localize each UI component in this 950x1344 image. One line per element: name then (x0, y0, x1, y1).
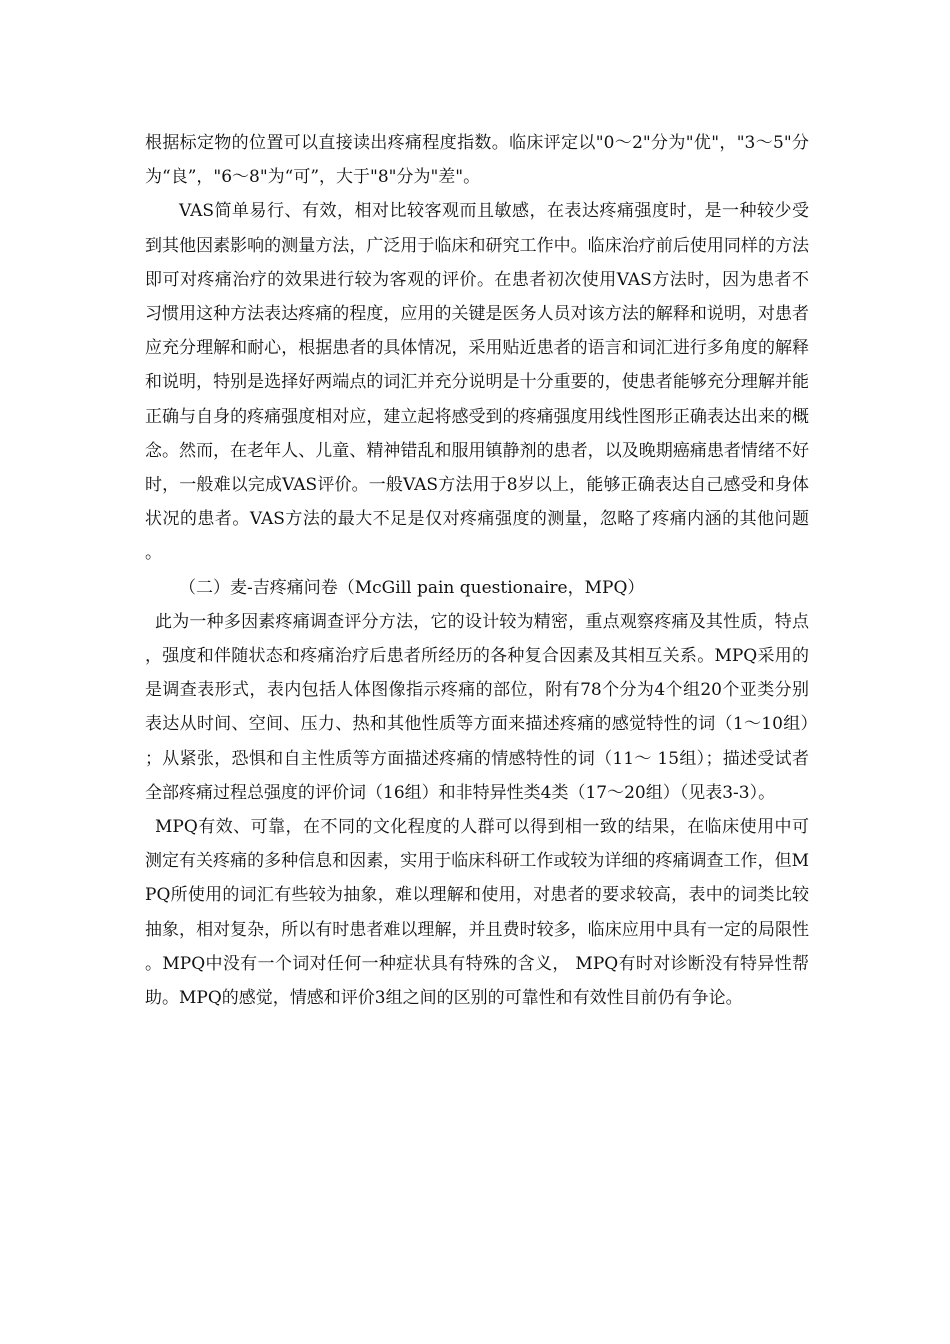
paragraph-mpq-method: 此为一种多因素疼痛调查评分方法，它的设计较为精密，重点观察疼痛及其性质，特点，强度和伴随状态和疼痛治疗后患者所经历的各种复合因素及其相互关系。MPQ采用的是调查表形式，表内包括人体图像指示疼痛的部位，附有78个分为4个组20个亚类分别表达从时间、空间、压力、热和其他性质等方面来描述疼痛的感觉特性的词（1～10组）；从紧张，恐惧和自主性质等方面描述疼痛的情感特性的词（11～ 15组）；描述受试者全部疼痛过程总强度的评价词（16组）和非特异性类4类（17～20组）（见表3-3）。 (145, 611, 809, 803)
document-body (145, 126, 809, 1015)
paragraph-mpq-evaluation: MPQ有效、可靠，在不同的文化程度的人群可以得到相一致的结果，在临床使用中可测定有关疼痛的多种信息和因素，实用于临床科研工作或较为详细的疼痛调查工作，但MPQ所使用的词汇有些较为抽象，难以理解和使用，对患者的要求较高，表中的词类比较抽象，相对复杂，所以有时患者难以理解，并且费时较多，临床应用中具有一定的局限性。MPQ中没有一个词对任何一种症状具有特殊的含义， MPQ有时对诊断没有特异性帮助。MPQ的感觉，情感和评价3组之间的区别的可靠性和有效性目前仍有争论。 (145, 817, 809, 1009)
section-heading-mpq: （二）麦-吉疼痛问卷（McGill pain questionaire，MPQ） (179, 577, 645, 598)
paragraph-score-rating: 根据标定物的位置可以直接读出疼痛程度指数。临床评定以"0～2"分为"优"，"3～5"分为“良”，"6～8"为“可”，大于"8"分为"差"。 (145, 133, 809, 188)
paragraph-vas-description: VAS简单易行、有效，相对比较客观而且敏感，在表达疼痛强度时，是一种较少受到其他因素影响的测量方法，广泛用于临床和研究工作中。临床治疗前后使用同样的方法即可对疼痛治疗的效果进行较为客观的评价。在患者初次使用VAS方法时，因为患者不习惯用这种方法表达疼痛的程度，应用的关键是医务人员对该方法的解释和说明，对患者应充分理解和耐心，根据患者的具体情况，采用贴近患者的语言和词汇进行多角度的解释和说明，特别是选择好两端点的词汇并充分说明是十分重要的，使患者能够充分理解并能正确与自身的疼痛强度相对应，建立起将感受到的疼痛强度用线性图形正确表达出来的概念。然而，在老年人、儿童、精神错乱和服用镇静剂的患者，以及晚期癌痛患者情绪不好时，一般难以完成VAS评价。一般VAS方法用于8岁以上，能够正确表达自己感受和身体状况的患者。VAS方法的最大不足是仅对疼痛强度的测量，忽略了疼痛内涵的其他问题。 (145, 201, 809, 564)
